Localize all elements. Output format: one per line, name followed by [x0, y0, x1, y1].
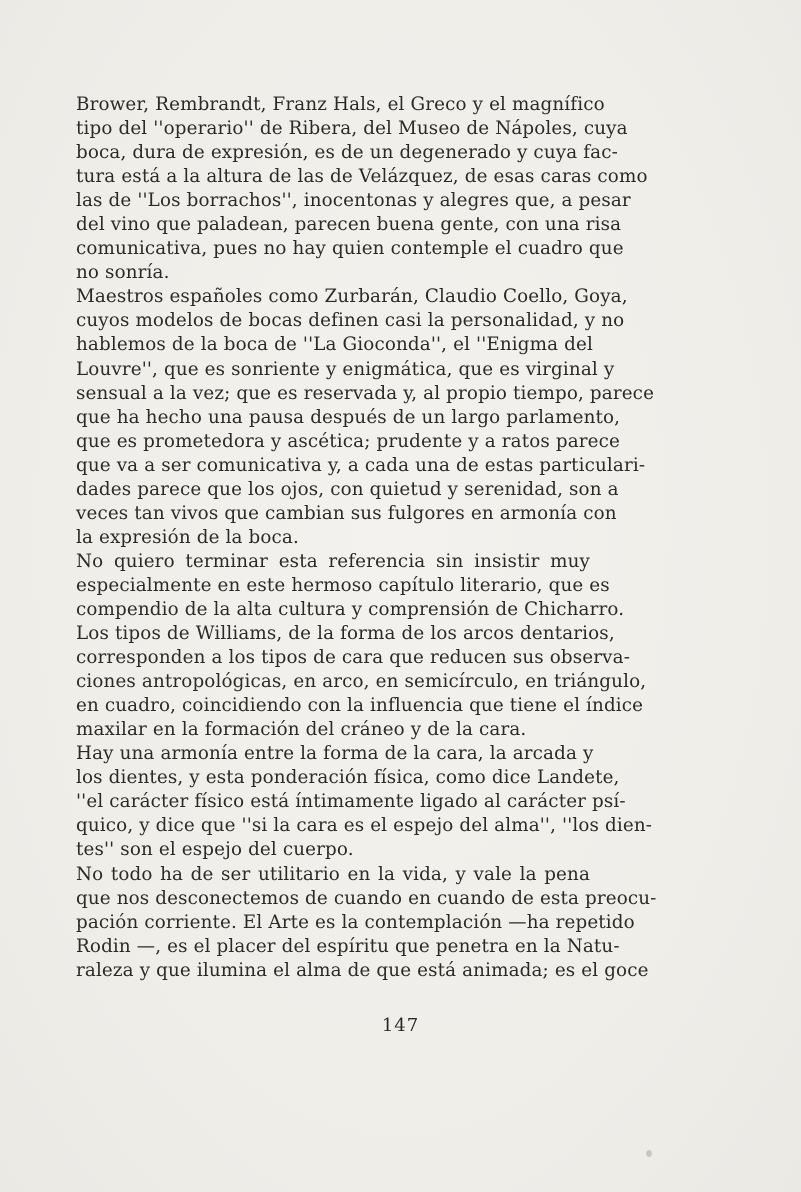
- text-line: compendio de la alta cultura y comprensión de Chicharro.: [76, 598, 625, 620]
- text-line: boca, dura de expresión, es de un degenerado y cuya fac-: [76, 142, 618, 164]
- text-line: tes'' son el espejo del cuerpo.: [76, 839, 354, 861]
- text-line: veces tan vivos que cambian sus fulgores en armonía con: [76, 502, 617, 524]
- text-line: tura está a la altura de las de Velázquez, de esas caras como: [76, 166, 648, 188]
- text-line: la expresión de la boca.: [76, 526, 299, 548]
- text-line: que nos desconectemos de cuando en cuando de esta preocu-: [76, 887, 657, 909]
- text-line: Maestros españoles como Zurbarán, Claudio Coello, Goya,: [76, 286, 628, 308]
- text-line: pación corriente. El Arte es la contemplación —ha repetido: [76, 911, 635, 933]
- text-line: No todo ha de ser utilitario en la vida, y vale la pena: [76, 863, 590, 885]
- text-line: Louvre'', que es sonriente y enigmática, que es virginal y: [76, 358, 615, 380]
- text-line: comunicativa, pues no hay quien contemple el cuadro que: [76, 238, 624, 260]
- page-number: 147: [381, 1015, 420, 1036]
- text-line: Hay una armonía entre la forma de la cara, la arcada y: [76, 743, 594, 765]
- text-line: que ha hecho una pausa después de un largo parlamento,: [76, 406, 621, 428]
- text-line: tipo del ''operario'' de Ribera, del Museo de Nápoles, cuya: [76, 118, 628, 140]
- text-line: hablemos de la boca de ''La Gioconda'', el ''Enigma del: [76, 334, 593, 356]
- text-line: ciones antropológicas, en arco, en semicírculo, en triángulo,: [76, 671, 647, 693]
- text-line: especialmente en este hermoso capítulo literario, que es: [76, 574, 610, 596]
- text-line: sensual a la vez; que es reservada y, al propio tiempo, parece: [76, 382, 655, 404]
- text-line: dades parece que los ojos, con quietud y serenidad, son a: [76, 478, 619, 500]
- text-line: ''el carácter físico está íntimamente ligado al carácter psí-: [76, 791, 626, 813]
- body-text: [76, 93, 657, 983]
- text-line: Brower, Rembrandt, Franz Hals, el Greco y el magnífico: [76, 94, 605, 115]
- text-line: que va a ser comunicativa y, a cada una de estas particulari-: [76, 454, 646, 476]
- text-line: en cuadro, coincidiendo con la influencia que tiene el índice: [76, 695, 644, 717]
- text-line: Rodin —, es el placer del espíritu que penetra en la Natu-: [76, 935, 620, 957]
- text-line: las de ''Los borrachos'', inocentonas y alegres que, a pesar: [76, 190, 631, 212]
- text-line: del vino que paladean, parecen buena gente, con una risa: [76, 214, 622, 236]
- text-line: no sonría.: [76, 262, 170, 284]
- text-line: maxilar en la formación del cráneo y de la cara.: [76, 719, 527, 741]
- text-line: corresponden a los tipos de cara que reducen sus observa-: [76, 647, 631, 669]
- paper-speck: [646, 1150, 652, 1157]
- text-line: raleza y que ilumina el alma de que está animada; es el goce: [76, 959, 649, 981]
- text-line: cuyos modelos de bocas definen casi la personalidad, y no: [76, 310, 625, 332]
- text-line: No quiero terminar esta referencia sin insistir muy: [76, 550, 590, 572]
- text-line: los dientes, y esta ponderación física, como dice Landete,: [76, 767, 620, 789]
- text-line: Los tipos de Williams, de la forma de los arcos dentarios,: [76, 623, 615, 645]
- text-line: quico, y dice que ''si la cara es el espejo del alma'', ''los dien-: [76, 815, 653, 837]
- text-line: que es prometedora y ascética; prudente y a ratos parece: [76, 430, 620, 452]
